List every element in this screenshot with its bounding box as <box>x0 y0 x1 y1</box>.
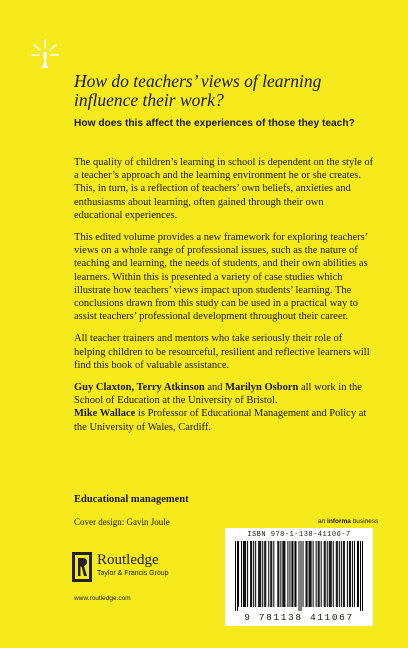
star-logo-icon <box>30 38 60 72</box>
barcode-bar <box>280 541 281 607</box>
cover-design-credit: Cover design: Gavin Joule <box>74 517 170 527</box>
informa-suffix: business <box>350 518 379 525</box>
barcode-bar <box>352 541 353 607</box>
barcode-bar <box>243 541 244 607</box>
barcode-bar <box>255 541 256 607</box>
author-names-1: Guy Claxton, Terry Atkinson <box>74 382 205 394</box>
barcode-bar <box>291 541 292 607</box>
barcode-bar <box>241 541 242 607</box>
barcode-bar <box>237 541 238 611</box>
blurb-paragraph-3: All teacher trainers and mentors who take seriously their role of helping children to be resourceful, resilient and reflective learners will find this book of valuable assistance. <box>74 333 370 371</box>
barcode-bar <box>333 541 334 607</box>
barcode-bar <box>282 541 283 607</box>
barcode-bar <box>347 541 348 607</box>
barcode-bar <box>273 541 274 607</box>
isbn-label: ISBN 978-1-138-41106-7 <box>247 531 351 539</box>
routledge-logo-icon <box>72 552 92 582</box>
barcode-bar <box>253 541 254 607</box>
barcode-bar <box>244 541 245 607</box>
barcode-bar <box>310 541 311 607</box>
barcode-bars <box>235 541 363 611</box>
barcode-bar <box>299 541 300 611</box>
barcode-bar <box>307 541 308 607</box>
barcode-bar <box>344 541 345 607</box>
barcode-bar <box>336 541 337 607</box>
barcode-bar <box>238 541 239 607</box>
barcode-bar <box>303 541 304 607</box>
publisher-group: Taylor & Francis Group <box>97 570 169 577</box>
barcode-bar <box>362 541 363 611</box>
headline: How do teachers’ views of learning influence their work? <box>74 71 322 110</box>
barcode-bar <box>295 541 296 607</box>
barcode-bar <box>324 541 325 607</box>
author-affiliation-2: is Professor of Educational Management and Policy at the University of Wales, Cardiff. <box>74 408 367 433</box>
barcode-bar <box>309 541 310 607</box>
barcode-bar <box>301 541 302 611</box>
barcode-bar <box>262 541 263 607</box>
blurb <box>74 156 374 434</box>
barcode-bar <box>343 541 344 607</box>
author-and: and <box>204 382 226 394</box>
author-affiliation-1: all work in the School of Education at the University of Bristol. <box>74 382 362 407</box>
barcode-bar <box>358 541 359 607</box>
subject-category: Educational management <box>74 494 189 505</box>
barcode <box>225 528 373 626</box>
barcode-bar <box>277 541 278 607</box>
barcode-bar <box>270 541 271 607</box>
barcode-bar <box>325 541 326 607</box>
author-names-2: Marilyn Osborn <box>225 382 299 394</box>
barcode-bar <box>235 541 236 611</box>
barcode-bar <box>247 541 248 607</box>
barcode-bar <box>318 541 319 607</box>
barcode-bar <box>271 541 272 607</box>
informa-brand: informa <box>327 518 351 525</box>
barcode-bar <box>357 541 358 607</box>
publisher-name: Routledge <box>97 552 159 568</box>
barcode-bar <box>313 541 314 607</box>
barcode-digits: 9 781138 411067 <box>244 612 354 623</box>
barcode-bar <box>283 541 284 607</box>
informa-prefix: an <box>318 518 328 525</box>
barcode-bar <box>319 541 320 607</box>
barcode-bar <box>268 541 269 607</box>
barcode-bar <box>250 541 251 607</box>
barcode-bar <box>329 541 330 607</box>
barcode-bar <box>284 541 285 607</box>
barcode-bar <box>327 541 328 607</box>
barcode-bar <box>287 541 288 607</box>
barcode-bar <box>259 541 260 607</box>
barcode-bar <box>321 541 322 607</box>
barcode-bar <box>264 541 265 607</box>
barcode-bar <box>278 541 279 607</box>
author-bios <box>74 381 374 434</box>
barcode-bar <box>330 541 331 607</box>
blurb-paragraph-2: This edited volume provides a new framework for exploring teachers’ views on a whole range of professional issues, such as the nature of teaching and learning, the needs of students, and their own abilities as learners. Within this is presented a variety of case studies which illustrate how teachers’ views impact upon students’ learning. The conclusions drawn from this study can be used in a practical way to assist teachers’ professional development throughout their career. <box>74 232 368 323</box>
barcode-bar <box>260 541 261 607</box>
barcode-bar <box>251 541 252 607</box>
barcode-bar <box>354 541 355 607</box>
blurb-paragraph-1: The quality of children’s learning in school is dependent on the style of a teacher’s approach and the learning environment he or she creates. This, in turn, is a reflection of teachers’ own beliefs, anxieties and enthusiasms about learning, often gained through their own educational experiences. <box>74 157 374 221</box>
barcode-bar <box>258 541 259 607</box>
barcode-bar <box>339 541 340 607</box>
publisher-url[interactable]: www.routledge.com <box>74 595 131 602</box>
barcode-bar <box>337 541 338 607</box>
barcode-bar <box>245 541 246 607</box>
author-names-3: Mike Wallace <box>74 408 136 420</box>
barcode-bar <box>349 541 350 607</box>
barcode-bar <box>341 541 342 607</box>
barcode-bar <box>265 541 266 607</box>
barcode-bar <box>316 541 317 607</box>
barcode-bar <box>306 541 307 607</box>
barcode-bar <box>311 541 312 607</box>
subheadline: How does this affect the experiences of those they teach? <box>74 118 355 129</box>
informa-business-tag <box>318 518 378 525</box>
barcode-bar <box>350 541 351 607</box>
barcode-bar <box>289 541 290 607</box>
barcode-bar <box>294 541 295 607</box>
barcode-bar <box>292 541 293 607</box>
barcode-bar <box>360 541 361 611</box>
barcode-bar <box>331 541 332 607</box>
